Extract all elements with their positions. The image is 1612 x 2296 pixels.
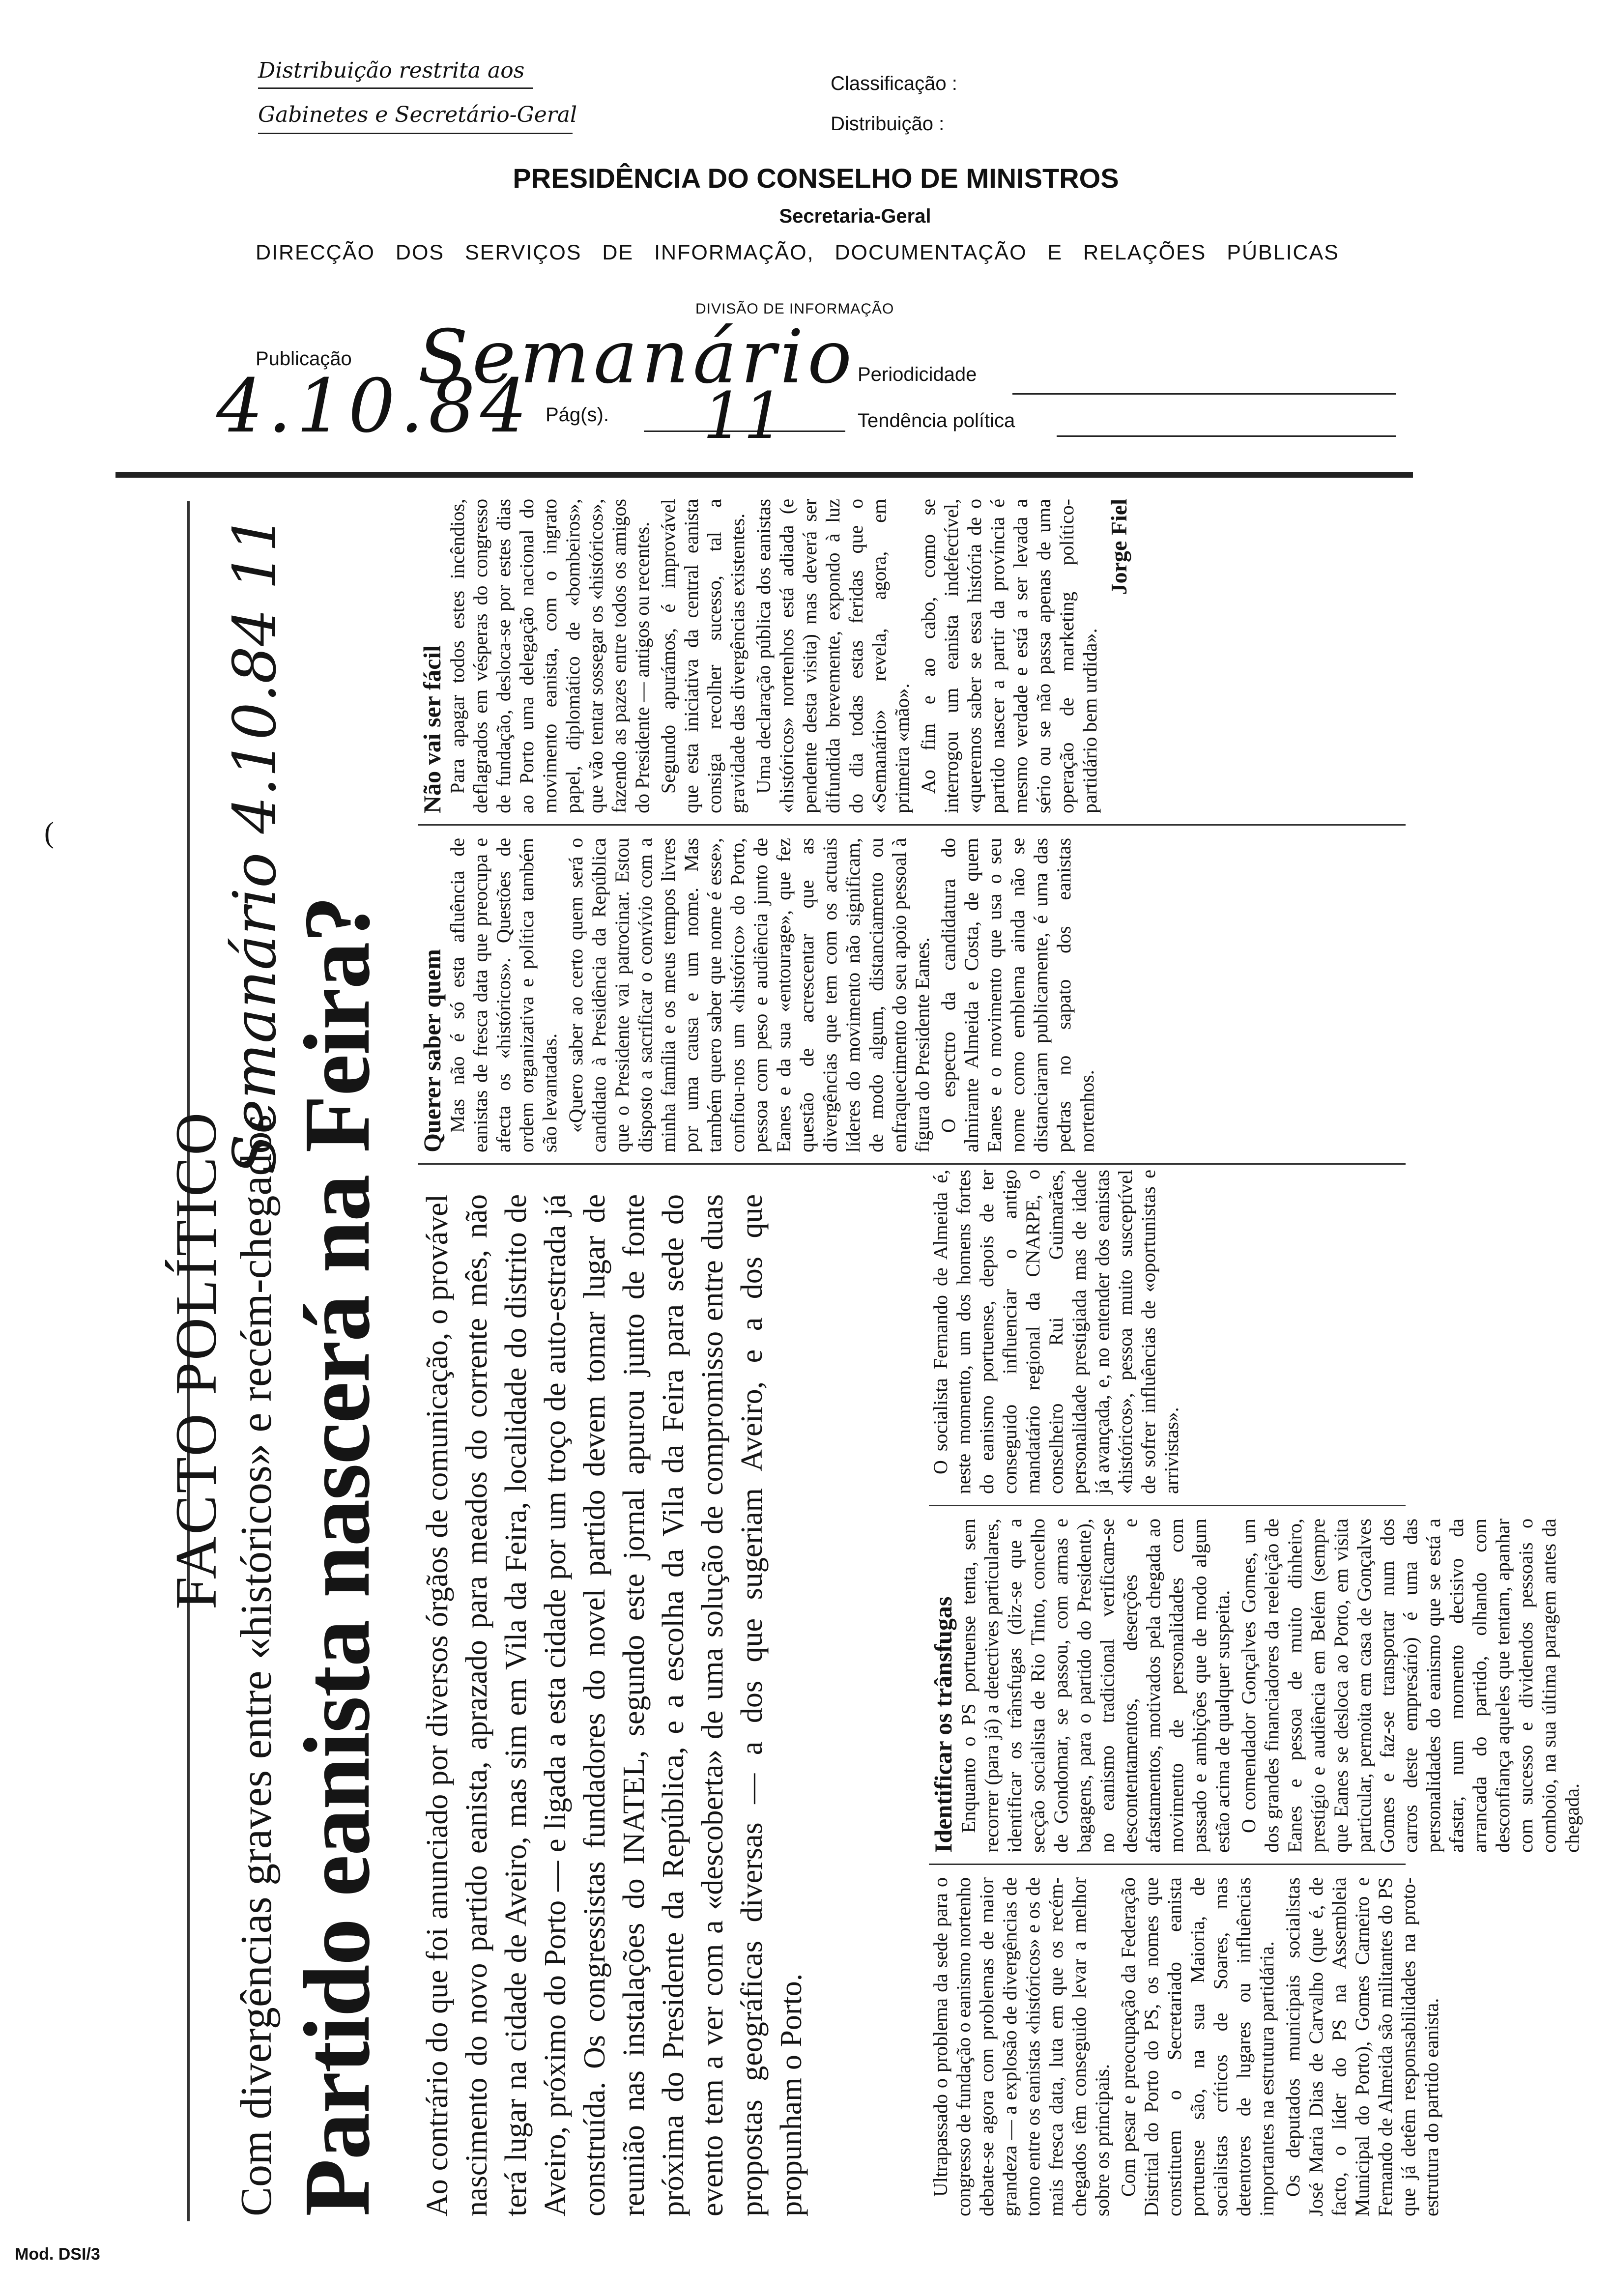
column-1 [929, 1877, 1446, 2216]
distribution-label: Distribuição : [831, 113, 945, 135]
paragraph: O espectro da candidatura do almirante Almeida e Costa, de quem Eanes e o movimento que usa o seu nome como emblema ainda não se distanciaram publicamente, é uma das pedras no sapato dos eanistas nortenhos. [937, 838, 1098, 1152]
paragraph: Mas não é só esta afluência de eanistas de fresca data que preocupa e afecta os «históricos». Questões de ordem organizativa e política também são levantadas. [446, 838, 561, 1152]
distribution-line-1: Distribuição restrita aos [258, 58, 525, 83]
form-code: Mod. DSI/3 [15, 2245, 100, 2264]
paragraph: Os deputados municipais socialistas José Maria Dias de Carvalho (que é, de facto, o líder do PS na Assembleia Municipal do Porto), Gomes Carneiro e Fernando de Almeida são militantes do PS que já detêm responsabilidades na proto-estrutura do partido eanista. [1282, 1877, 1442, 2216]
column-rule [418, 1163, 1406, 1165]
classification-label: Classificação : [831, 73, 957, 94]
paragraph: Ultrapassado o problema da sede para o congresso de fundação o eanismo nortenho debate-se agora com problemas de maior grandeza — a explosão de divergências de tomo entre os eanistas «históricos» e os de mais fresca data, luta em que os recém-chegados têm conseguido levar a melhor sobre os principais. [929, 1877, 1113, 2216]
division: DIVISÃO DE INFORMAÇÃO [695, 301, 894, 317]
column-4 [418, 838, 1101, 1152]
subheading: Não vai ser fácil [418, 645, 446, 813]
publication-handwritten: Semanário [418, 315, 856, 400]
column-3 [929, 1170, 1186, 1494]
pages-handwritten: 11 [703, 378, 784, 453]
paragraph: Ao fim e ao cabo, como se interrogou um eanista indefectível, «queremos saber se essa história de o partido nascer a partir da província é mesmo verdade e está a ser levada a sério ou se não passa apenas de uma operação de marketing político-partidário bem urdida». [917, 499, 1101, 813]
periodicity-label: Periodicidade [858, 364, 977, 385]
paragraph: Segundo apurámos, é improvável que esta iniciativa da central eanista consiga recolher sucesso, tal a gravidade das divergências existentes. [657, 499, 748, 813]
periodicity-line [1012, 393, 1396, 395]
pages-label: Pág(s). [546, 404, 609, 426]
column-rule [929, 1864, 1406, 1865]
kicker: Com divergências graves entre «históricos» e recém-chegados [232, 1114, 281, 2216]
directorate: DIRECÇÃO DOS SERVIÇOS DE INFORMAÇÃO, DOCUMENTAÇÃO E RELAÇÕES PÚBLICAS [256, 241, 1339, 264]
paragraph: O socialista Fernando de Almeida é, neste momento, um dos homens fortes do eanismo portuense, depois de ter conseguido influenciar o antigo mandatário regional da CNARPE, o conselheiro Rui Guimarães, personalidade prestigiada mas de idade já avançada, e, no entender dos eanistas «históricos», pessoa muito susceptível de sofrer influências de «oportunistas e arrivistas». [929, 1170, 1182, 1494]
column-2 [929, 1519, 1586, 1853]
column-rule [929, 1505, 1406, 1506]
author-signature: Jorge Fiel [1106, 499, 1131, 595]
underline [258, 133, 573, 134]
clipping-top-border [115, 472, 1413, 478]
stray-mark: ( [44, 816, 54, 849]
underline [258, 87, 533, 89]
paragraph: Uma declaração pública dos eanistas «históricos» nortenhos está adiada (e pendente desta visita) mas deverá ser difundida brevemente, expondo à luz do dia todas estas feridas que o «Semanário» revela, agora, em primeira «mão». [752, 499, 913, 813]
column-rule [418, 824, 1406, 826]
margin-handwriting: Semanário 4.10.84 11 [221, 515, 289, 1175]
date-handwritten: 4.10.84 [216, 364, 532, 449]
article [162, 496, 1583, 2216]
org-subtitle: Secretaria-Geral [779, 205, 931, 227]
distribution-line-2: Gabinetes e Secretário-Geral [258, 102, 577, 127]
paragraph: Com pesar e preocupação da Federação Distrital do Porto do PS, os nomes que constituem o Secretariado eanista portuense são, na sua Maioria, de socialistas críticos de Soares, mas detentores de lugares ou influências importantes na estrutura partidária. [1117, 1877, 1278, 2216]
org-title: PRESIDÊNCIA DO CONSELHO DE MINISTROS [513, 163, 1119, 194]
publication-label: Publicação [256, 348, 352, 370]
subheading: Identificar os trânsfugas [929, 1596, 957, 1853]
paragraph: Para apagar todos estes incêndios, deflagrados em vésperas do congresso de fundação, desloca-se por estes dias ao Porto uma delegação nacional do movimento eanista, com o ingrato papel, diplomático de «bombeiros», que vão tentar sossegar os «históricos», fazendo as pazes entre todos os amigos do Presidente — antigos ou recentes. [446, 499, 653, 813]
tendency-label: Tendência política [858, 410, 1015, 431]
paragraph: «Quero saber ao certo quem será o candidato à Presidência da República que o Presidente vai patrocinar. Estou disposto a sacrificar o convívio com a minha família e os meus tempos livres por uma causa e um nome. Mas também quero saber que nome é esse», confiou-nos um «histórico» do Porto, pessoa com peso e audiência junto de Eanes e da sua «entourage», que fez questão de acrescentar que as divergências que tem com os actuais líderes do movimento não significam, de modo algum, distanciamento ou enfraquecimento do seu apoio pessoal à figura do Presidente Eanes. [565, 838, 933, 1152]
tendency-line [1057, 435, 1396, 437]
section-title: FACTO POLÍTICO [163, 1111, 229, 1609]
column-5 [418, 499, 1130, 813]
paragraph: O comendador Gonçalves Gomes, um dos grandes financiadores da reeleição de Eanes e pessoa de muito dinheiro, prestígio e audiência em Belém (sempre que Eanes se desloca ao Porto, em visita particular, pernoita em casa de Gonçalves Gomes e faz-se transportar num dos carros deste empresário) é uma das personalidades do eanismo que se está a afastar, num momento decisivo da arrancada do partido, olhando com desconfiança aqueles que tentam, apanhar com sucesso e dividendos pessoais o comboio, na sua última paragem antes da chegada. [1238, 1519, 1583, 1853]
paragraph: Enquanto o PS portuense tenta, sem recorrer (para já) a detectives particulares, identificar os trânsfugas (diz-se que a secção socialista de Rio Tinto, concelho de Gondomar, se passou, com armas e bagagens, para o partido do Presidente), no eanismo tradicional verificam-se descontentamentos, deserções e afastamentos, motivados pela chegada ao movimento de personalidades com passado e ambições que de modo algum estão acima de qualquer suspeita. [957, 1519, 1234, 1853]
lead-paragraph: Ao contrário do que foi anunciado por diversos órgãos de comunicação, o provável nascimento do novo partido eanista, aprazado para meados do corrente mês, não terá lugar na cidade de Aveiro, mas sim em Vila da Feira, localidade do distrito de Aveiro, próximo do Porto — e ligada a esta cidade por um troço de auto-estrada já construída. Os congressistas fundadores do novel partido devem tomar lugar de reunião nas instalações do INATEL, segundo este jornal apurou junto de fonte próxima do Presidente da República, e a escolha da Vila da Feira para sede do evento tem a ver com a «descoberta» de uma solução de compromisso entre duas propostas geográficas diversas — a dos que sugeriam Aveiro, e a dos que propunham o Porto. [421, 1194, 808, 2216]
subheading: Querer saber quem [418, 949, 446, 1152]
headline: Partido eanista nascerá na Feira? [285, 896, 389, 2216]
